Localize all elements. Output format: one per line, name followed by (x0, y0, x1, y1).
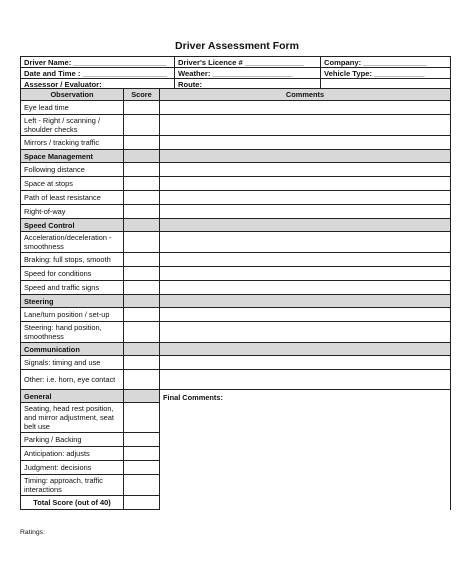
comment-cell[interactable] (160, 253, 451, 267)
total-score-cell[interactable] (124, 496, 160, 510)
score-cell[interactable] (124, 447, 160, 461)
table-row (21, 191, 451, 205)
comment-cell[interactable] (160, 177, 451, 191)
comment-cell[interactable] (160, 115, 451, 136)
weather-field[interactable]: Weather: ___________________ (175, 68, 321, 79)
observation-label: Speed for conditions (21, 267, 124, 281)
observation-label: Space at stops (21, 177, 124, 191)
form-title: Driver Assessment Form (175, 40, 299, 52)
comment-cell[interactable] (160, 356, 451, 370)
comment-cell[interactable] (160, 370, 451, 390)
observation-label: Eye lead time (21, 101, 124, 115)
section-space-management: Space Management (21, 150, 124, 163)
route-field[interactable]: Route: (175, 79, 321, 90)
observation-label: Braking: full stops, smooth (21, 253, 124, 267)
section-score-cell (124, 295, 160, 308)
table-row (21, 136, 451, 150)
total-score-label: Total Score (out of 40) (21, 496, 124, 510)
table-row (21, 101, 451, 115)
section-speed-control: Speed Control (21, 219, 124, 232)
score-cell[interactable] (124, 191, 160, 205)
observation-label: Anticipation: adjusts (21, 447, 124, 461)
score-cell[interactable] (124, 101, 160, 115)
score-cell[interactable] (124, 163, 160, 177)
score-cell[interactable] (124, 461, 160, 475)
section-row (21, 219, 451, 232)
table-row (21, 177, 451, 191)
comment-cell[interactable] (160, 232, 451, 253)
score-cell[interactable] (124, 322, 160, 343)
observation-label: Mirrors / tracking traffic (21, 136, 124, 150)
observation-header: Observation (21, 89, 124, 101)
observation-label: Right-of-way (21, 205, 124, 219)
ratings-label: Ratings: (20, 529, 45, 536)
observation-table (20, 88, 451, 510)
comment-cell[interactable] (160, 267, 451, 281)
section-communication: Communication (21, 343, 124, 356)
section-score-cell (124, 150, 160, 163)
driver-info-table (20, 56, 451, 90)
observation-label: Seating, head rest position, and mirror adjustment, seat belt use (21, 403, 124, 433)
assessor-field[interactable]: Assessor / Evaluator: (21, 79, 175, 90)
observation-label: Other: i.e. horn, eye contact (21, 370, 124, 390)
score-cell[interactable] (124, 356, 160, 370)
table-row (21, 281, 451, 295)
comment-cell[interactable] (160, 308, 451, 322)
score-cell[interactable] (124, 253, 160, 267)
comment-cell[interactable] (160, 136, 451, 150)
table-row (21, 205, 451, 219)
comment-cell[interactable] (160, 205, 451, 219)
score-header: Score (124, 89, 160, 101)
score-cell[interactable] (124, 433, 160, 447)
observation-label: Path of least resistance (21, 191, 124, 205)
observation-label: Timing: approach, traffic interactions (21, 475, 124, 496)
table-row (21, 232, 451, 253)
vehicle-type-field[interactable]: Vehicle Type: ____________ (321, 68, 451, 79)
score-cell[interactable] (124, 370, 160, 390)
section-score-cell (124, 219, 160, 232)
comment-cell[interactable] (160, 191, 451, 205)
section-row (21, 150, 451, 163)
table-row (21, 322, 451, 343)
observation-label: Judgment: decisions (21, 461, 124, 475)
observation-label: Acceleration/deceleration - smoothness (21, 232, 124, 253)
observation-label: Lane/turn position / set-up (21, 308, 124, 322)
table-row (21, 308, 451, 322)
section-score-cell (124, 343, 160, 356)
comments-header: Comments (160, 89, 451, 101)
score-cell[interactable] (124, 267, 160, 281)
section-row (21, 390, 451, 403)
table-row (21, 253, 451, 267)
table-row (21, 356, 451, 370)
company-field[interactable]: Company: _______________ (321, 57, 451, 68)
score-cell[interactable] (124, 177, 160, 191)
date-time-field[interactable]: Date and Time : ____________________ (21, 68, 175, 79)
comment-cell[interactable] (160, 163, 451, 177)
section-row (21, 295, 451, 308)
section-score-cell (124, 390, 160, 403)
table-row (21, 163, 451, 177)
score-cell[interactable] (124, 475, 160, 496)
driver-name-field[interactable]: Driver Name: ______________________ (21, 57, 175, 68)
observation-label: Speed and traffic signs (21, 281, 124, 295)
score-cell[interactable] (124, 308, 160, 322)
observation-label: Following distance (21, 163, 124, 177)
table-header-row (21, 89, 451, 101)
section-comment-cell (160, 219, 451, 232)
comment-cell[interactable] (160, 281, 451, 295)
section-comment-cell (160, 343, 451, 356)
observation-label: Steering: hand position, smoothness (21, 322, 124, 343)
table-row (21, 267, 451, 281)
comment-cell[interactable] (160, 101, 451, 115)
score-cell[interactable] (124, 403, 160, 433)
score-cell[interactable] (124, 281, 160, 295)
score-cell[interactable] (124, 205, 160, 219)
observation-label: Left - Right / scanning / shoulder checks (21, 115, 124, 136)
section-row (21, 343, 451, 356)
table-row (21, 370, 451, 390)
section-general: General (21, 390, 124, 403)
section-comment-cell (160, 295, 451, 308)
section-steering: Steering (21, 295, 124, 308)
score-cell[interactable] (124, 115, 160, 136)
score-cell[interactable] (124, 136, 160, 150)
observation-label: Parking / Backing (21, 433, 124, 447)
table-row (21, 115, 451, 136)
final-comments-box[interactable]: Final Comments: (160, 390, 451, 510)
section-comment-cell (160, 150, 451, 163)
drivers-licence-field[interactable]: Driver's Licence # ______________ (175, 57, 321, 68)
comment-cell[interactable] (160, 322, 451, 343)
score-cell[interactable] (124, 232, 160, 253)
observation-label: Signals: timing and use (21, 356, 124, 370)
